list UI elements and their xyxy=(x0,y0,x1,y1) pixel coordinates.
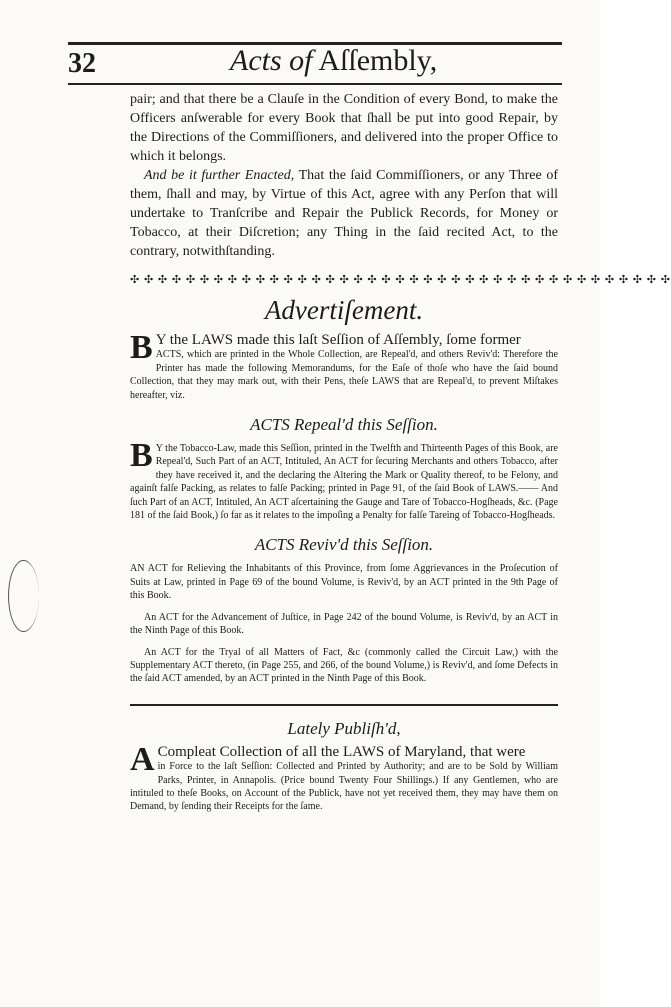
advertisement-title: Advertiſement. xyxy=(264,295,424,325)
act-text xyxy=(130,90,558,261)
revived-title: ACTS Reviv'd this Seſſion. xyxy=(254,535,434,555)
ornament-divider: ✣ ✣ ✣ ✣ ✣ ✣ ✣ ✣ ✣ ✣ ✣ ✣ ✣ ✣ ✣ ✣ ✣ ✣ ✣ ✣ ✣ ✣ ✣ ✣ ✣ ✣ ✣ ✣ ✣ ✣ ✣ ✣ ✣ ✣ ✣ ✣ ✣ ✣ ✣ xyxy=(130,274,671,286)
drop-cap: B xyxy=(130,437,153,475)
page-number: 32 xyxy=(68,48,96,79)
page-body xyxy=(130,90,671,814)
section-rule xyxy=(130,704,558,706)
act-paragraph-2: That the ſaid Commiſſioners, or any Three of them, ſhall and may, by Virtue of this Act, agree with any Perſon that will undertake to Tranſcribe and Repair the Publick Records, for Money or Tobacco, at their Diſcretion; any Thing in the ſaid recited Act, to the contrary, notwithſtanding. xyxy=(130,168,558,259)
drop-cap: B xyxy=(130,329,153,366)
running-head-italic: Acts of xyxy=(230,44,313,77)
margin-scribble xyxy=(8,560,39,632)
published-paragraph xyxy=(130,740,558,814)
published-title: Lately Publiſh'd, xyxy=(287,718,401,738)
enacting-clause: And be it further Enacted, xyxy=(144,168,295,183)
published-first-line: Compleat Collection of all the LAWS of Maryland, that were xyxy=(157,743,526,760)
repealed-title: ACTS Repeal'd this Seſſion. xyxy=(250,415,438,435)
revived-item: An ACT for the Advancement of Juſtice, in Page 242 of the bound Volume, is Reviv'd, by an ACT in the Ninth Page of this Book. xyxy=(130,611,558,637)
header-rule xyxy=(68,83,562,85)
repealed-text: Y the Tobacco-Law, made this Seſſion, printed in the Twelfth and Thirteenth Pages of this Book, are Repeal'd, Such Part of an ACT, Intituled, An ACT for ſecuring Merchants and others Tobacco, after they have received it, and the declaring the Altering the Mark or Quality thereof, to be Felony, and againſt falſe Packing, as relates to falſe Packing; printed in Page 91, of the ſaid Book of LAWS.—— And ſuch Part of an ACT, Intituled, An ACT aſcertaining the Gauge and Tare of Tobacco-Hogſheads, &c. (Page 181 of the ſaid Book,) ſo far as it relates to the impoſing a Penalty for falſe Tareing of Tobacco-Hogſheads. xyxy=(130,443,558,522)
revived-item: AN ACT for Relieving the Inhabitants of this Province, from ſome Aggrievances in the Proſecution of Suits at Law, printed in Page 69 of the bound Volume, is Reviv'd, by an ACT printed in the 9th Page of this Book. xyxy=(130,563,558,602)
revived-item: An ACT for the Tryal of all Matters of Fact, &c (commonly called the Circuit Law,) with the Supplementary ACT thereto, (in Page 255, and 266, of the bound Volume,) is Reviv'd, and ſome Defects in the ſaid ACT amended, by an ACT printed in the Ninth Page of this Book. xyxy=(130,646,558,685)
advertisement-intro xyxy=(130,329,558,402)
published-rest: in Force to the laſt Seſſion: Collected and Printed by Authority; and are to be Sold by William Parks, Printer, in Annapolis. (Price bound Twenty Four Shillings.) If any Gentlemen, who are intituled to theſe Books, on Account of the Publick, have not yet received them, they may have them on Demand, by ſending their Receipts for the ſame. xyxy=(130,761,558,813)
intro-first-line: Y the LAWS made this laſt Seſſion of Aſſembly, ſome former xyxy=(155,332,521,348)
act-paragraph-1: pair; and that there be a Clauſe in the Condition of every Bond, to make the Officers anſwerable for every Book that ſhall be put into good Repair, by the Directions of the Commiſſioners, and delivered into the proper Office to which it belongs. xyxy=(130,92,558,164)
drop-cap: A xyxy=(130,740,155,778)
repealed-paragraph xyxy=(130,437,558,522)
running-head-roman: Aſſembly, xyxy=(318,44,438,77)
intro-rest: ACTS, which are printed in the Whole Collection, are Repeal'd, and others Reviv'd: Therefore the Printer has made the following Memorandums, for the Eaſe of thoſe who have the ſaid bound Collection, that they may mark out, with their Pens, theſe LAWS that are Repeal'd, to prevent Miſtakes hereafter, viz. xyxy=(130,349,558,401)
running-head xyxy=(230,44,437,78)
